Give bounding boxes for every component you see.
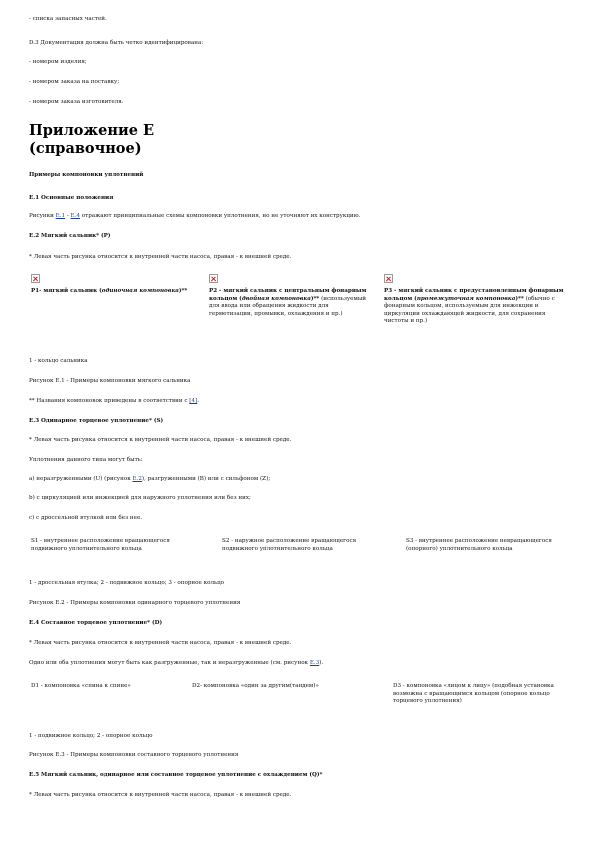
p3-label: Р3 - мягкий сальник с предустановленным фонарным кольцом ( (384, 288, 564, 302)
e4-text: Одно или оба уплотнения могут быть как разгруженные, так и неразгруженные (см. рисунок (29, 660, 310, 666)
appendix-title: Приложение Е (29, 122, 155, 139)
figure-s1-caption: S1 - внутреннее расположение вращающегося подвижного уплотнительного кольца (31, 538, 170, 552)
e4-note: * Левая часть рисунка относится к внутренней части насоса, правая - к внешней среде. (29, 640, 292, 646)
e3-title: Е.3 Одинарное торцевое уплотнение* (S) (29, 418, 164, 424)
figure-s2-caption: S2 - наружное расположение вращающегося подвижного уплотнительного кольца (222, 538, 357, 552)
p3-tail: )** (515, 295, 524, 302)
figure-caption: Рисунок Е.1 - Примеры компоновки мягкого сальника (29, 378, 191, 384)
figure-p2-caption (209, 288, 369, 318)
p1-tail: )** (178, 288, 188, 294)
e4-paragraph (29, 660, 323, 668)
figure-caption: Рисунок Е.2 - Примеры компоновки одинарного торцевого уплотнения (29, 600, 241, 606)
clause-d3: D.3 Документация должна быть четко идентифицирована: (29, 40, 204, 46)
item-a-tail: ), разгруженными (В) или с сильфоном (Z); (141, 476, 271, 482)
link-figure-e1[interactable]: Е.1 (55, 213, 66, 219)
p1-arrangement: одиночная компоновка (101, 288, 179, 294)
e3-intro: Уплотнения данного типа могут быть: (29, 457, 143, 463)
broken-image-icon (31, 274, 40, 283)
list-item-b: b) с циркуляцией или инжекцией для наружного уплотнения или без них; (29, 495, 251, 501)
link-figure-e3[interactable]: Е.3 (309, 660, 320, 666)
list-item: - номером заказа изготовителя. (29, 99, 124, 105)
list-item: - номером изделия; (29, 59, 87, 65)
figure-legend: 1 - кольцо сальника (29, 358, 88, 364)
appendix-subtitle: (справочное) (29, 140, 142, 158)
link-figure-e4[interactable]: Е.4 (70, 213, 80, 219)
list-item-c: c) с дроссельной втулкой или без нее. (29, 515, 143, 521)
e1-title: Е.1 Основные положения (29, 195, 114, 201)
e2-title: Е.2 Мягкий сальник* (Р) (29, 233, 111, 239)
e1-paragraph (29, 213, 360, 221)
section-title: Примеры компоновки уплотнений (29, 172, 144, 178)
figure-p1-caption (31, 288, 191, 296)
list-item: - номером заказа на поставку; (29, 79, 120, 85)
footnote (29, 398, 199, 406)
e4-title: Е.4 Составное торцевое уплотнение* (D) (29, 620, 163, 626)
e3-note: * Левая часть рисунка относится к внутренней части насоса, правая - к внешней среде. (29, 437, 292, 443)
figure-d2-caption: D2- компоновка «один за другим(тандем)» (192, 683, 319, 689)
figure-legend: 1 - подвижное кольцо; 2 - опорное кольцо (29, 733, 153, 739)
p2-tail: )** (310, 295, 320, 302)
figure-s3-caption: S3 - внутреннее расположение невращающегося (опорного) уплотнительного кольца (406, 538, 552, 552)
footnote-text: ** Названия компоновок приведены в соответствии с (29, 398, 190, 404)
e1-text-post: отражают принципиальные схемы компоновки уплотнения, но не уточняют их конструкцию. (79, 213, 361, 219)
e1-dash: - (65, 213, 71, 219)
p2-description: (используемый для ввода или обращения жидкости для герметизации, промывки, охлаждения и пр.) (209, 295, 367, 317)
p3-arrangement: промежуточная компоновка (416, 295, 516, 302)
broken-image-icon (209, 274, 218, 283)
item-a-text: а) неразгруженными (U) (рисунок (29, 476, 133, 482)
p2-label: Р2 - мягкий сальник с центральным фонарным кольцом ( (209, 288, 367, 302)
figure-caption: Рисунок Е.3 - Примеры компоновки составного торцевого уплотнения (29, 752, 239, 758)
e4-text-end: ). (319, 660, 324, 666)
p3-description: (обычно с фонарным кольцом, используемым для инжекции и циркуляции охлаждающей жидкости, для сохранения чистоты и пр.) (384, 295, 555, 325)
appendix-heading (29, 122, 154, 158)
broken-image-icon (384, 274, 393, 283)
link-reference-4[interactable]: [4] (189, 398, 198, 404)
list-item: - списка запасных частей. (29, 16, 107, 22)
figure-p3-caption (384, 288, 564, 326)
p1-label: Р1- мягкий сальник ( (31, 288, 102, 294)
e1-text-pre: Рисунки (29, 213, 56, 219)
e2-note: * Левая часть рисунка относится к внутренней части насоса, правая - к внешней среде. (29, 254, 292, 260)
link-figure-e2[interactable]: Е.2 (132, 476, 142, 482)
e5-title: Е.5 Мягкий сальник, одинарное или составное торцевое уплотнение с охлаждением (Q)* (29, 772, 323, 778)
footnote-end: . (197, 398, 199, 404)
e5-note: * Левая часть рисунка относится к внутренней части насоса, правая - к внешней среде. (29, 792, 292, 798)
figure-legend: 1 - дроссельная втулка; 2 - подвижное кольцо; 3 - опорное кольцо (29, 580, 225, 586)
list-item-a (29, 476, 270, 484)
figure-d3-caption: D3 - компоновка «лицом к лицу» (подобная установка возможна с вращающимся кольцом (опорное кольцо торцевого уплотнения) (393, 683, 554, 705)
p2-arrangement: двойная компоновка (241, 295, 311, 302)
figure-d1-caption: D1 - компоновка «спина к спине» (31, 683, 131, 689)
